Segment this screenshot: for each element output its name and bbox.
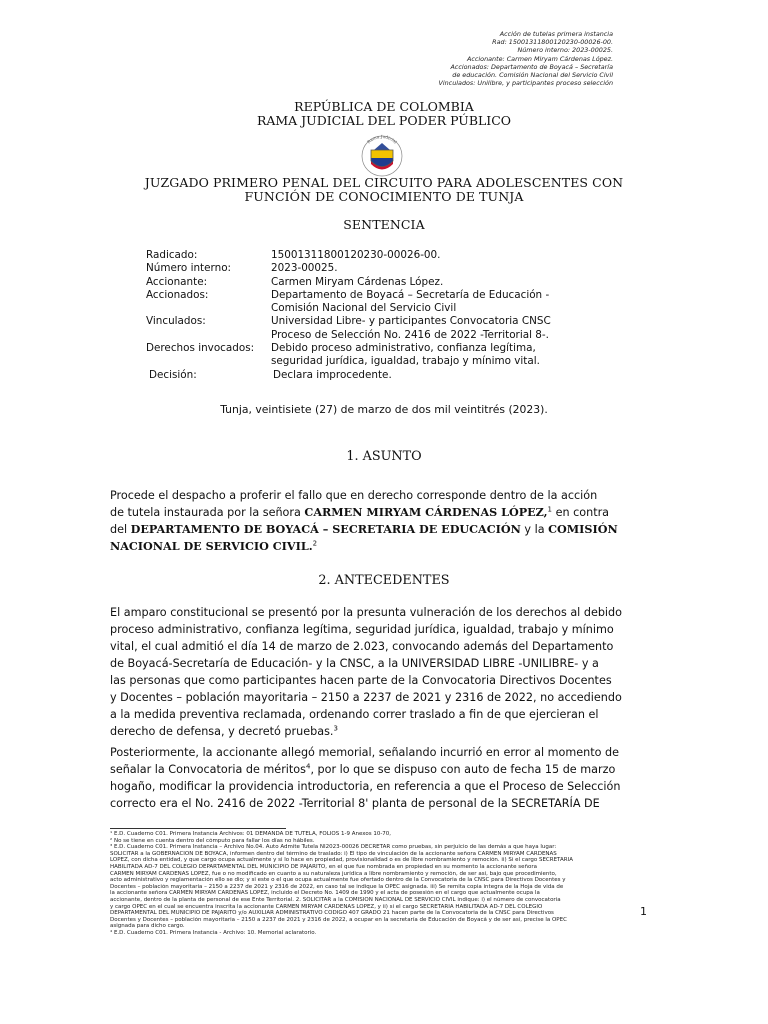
- footnotes: [110, 831, 660, 937]
- accionante-name: CARMEN MIRYAM CÁRDENAS LÓPEZ,: [304, 505, 548, 519]
- meta-label: Accionante:: [146, 275, 208, 288]
- paragraph-line: de tutela instaurada por la señora CARMEN MIRYAM CÁRDENAS LÓPEZ,$^1$ en contra: [110, 505, 610, 519]
- header-line: Rad: 15001311800120230-00026-00.: [492, 38, 613, 47]
- footnote-line: accionante, dentro de la planta de personal de ese Ente Territorial. 2. SOLICITAR a la COMISIÓN NACIONAL DE SERVICIO CIVIL indique: i) el número de convocatoria: [110, 896, 561, 903]
- footnote-line: Docentes y Docentes – población mayoritaria – 2150 a 2237 de 2021 y 2316 de 2022, a ocupar en la secretaría de Educación de Boyacá y de ser asi, precise la OPEC: [110, 916, 567, 923]
- paragraph-line: proceso administrativo, confianza legítima, seguridad jurídica, igualdad, trabajo y mínimo: [110, 623, 614, 636]
- paragraph-line: a la medida preventiva reclamada, ordenando correr traslado a fin de que ejercieran el: [110, 708, 599, 721]
- footnote-divider: [110, 828, 286, 829]
- header-line: Accionados: Departamento de Boyacá – Secretaría: [450, 62, 613, 71]
- meta-value: Debido proceso administrativo, confianza legítima,: [271, 342, 536, 355]
- meta-value: Comisión Nacional del Servicio Civil: [271, 302, 457, 315]
- footnote-line: ³ E.D. Cuaderno C01. Primera Instancia – Archivo No.04. Auto Admite Tutela NI2023-00026 DECRETAR como pruebas, sin perjuicio de las demás a que haya lugar:: [110, 844, 557, 851]
- footnote-line: asignada para dicho cargo.: [110, 923, 185, 930]
- footnote-line: ² No se tiene en cuenta dentro del cómputo para fallar los días no hábiles.: [110, 837, 315, 844]
- footnote-line: la accionante señora CARMEN MIRYAM CARDENAS LOPEZ, incluido el Decreto No. 1409 de 1990 y el acta de posesión en el cargo que actualmente ocupa la: [110, 890, 540, 897]
- paragraph-line: Posteriormente, la accionante allegó memorial, señalando incurrió en error al momento de: [110, 746, 619, 759]
- meta-value: Carmen Miryam Cárdenas López.: [271, 275, 444, 288]
- meta-value: Departamento de Boyacá – Secretaría de Educación -: [271, 288, 550, 301]
- paragraph-line: Procede el despacho a proferir el fallo que en derecho corresponde dentro de la acción: [110, 489, 598, 502]
- meta-value: Proceso de Selección No. 2416 de 2022 -Territorial 8-.: [271, 328, 549, 341]
- section-title-antecedentes: 2. ANTECEDENTES: [318, 573, 450, 588]
- city-date: Tunja, veintisiete (27) de marzo de dos mil veintitrés (2023).: [220, 403, 548, 416]
- footnote-ref: 3: [333, 724, 338, 733]
- meta-label: Derechos invocados:: [146, 342, 255, 355]
- footnote-line: ⁴ E.D. Cuaderno C01. Primera Instancia - Archivo: 10. Memorial aclaratorio.: [110, 929, 317, 936]
- court-name-line1: JUZGADO PRIMERO PENAL DEL CIRCUITO PARA ADOLESCENTES CON: [144, 175, 624, 190]
- paragraph-line: derecho de defensa, y decretó pruebas.$^3$: [110, 724, 338, 738]
- paragraph-line: El amparo constitucional se presentó por la presunta vulneración de los derechos al debido: [110, 606, 622, 619]
- republic-title: REPÚBLICA DE COLOMBIA: [294, 99, 474, 114]
- footnote-line: DEPARTAMENTAL DEL MUNICIPIO DE PAJARITO y/o AUXILIAR ADMINISTRATIVO CÓDIGO 407 GRADO 21 hacen parte de la Convocatoria de la CNSC para Directivos: [110, 910, 554, 917]
- footnote-line: HABILITADA AD-7 DEL COLEGIO DEPARTAMENTAL DEL MUNICIPIO DE PAJARITO, en el que fue nombrada en propiedad en su momento la accionante señora: [110, 863, 538, 870]
- footnote-line: SOLICITAR a la GOBERNACIÓN DE BOYACÁ, informen dentro del término de traslado: i) El tipo de vinculación de la accionante señora CARMEN MIRYAM CARDENAS: [110, 850, 557, 857]
- meta-label: Accionados:: [146, 288, 209, 301]
- paragraph-line: vital, el cual admitió el día 14 de marzo de 2.023, convocando además del Departamento: [110, 640, 614, 653]
- meta-value: seguridad jurídica, igualdad, trabajo y mínimo vital.: [271, 355, 540, 368]
- accionado-department: DEPARTAMENTO DE BOYACÁ – SECRETARIA DE EDUCACIÓN: [130, 522, 521, 536]
- seal-text: Rama Judicial: [366, 133, 399, 145]
- header-line: Vinculados: Unilibre, y participantes proceso selección: [438, 79, 613, 88]
- paragraph-line: NACIONAL DE SERVICIO CIVIL.$^2$: [110, 539, 318, 553]
- footnote-ref: 1: [547, 505, 553, 514]
- meta-value: Universidad Libre- y participantes Convocatoria CNSC: [271, 315, 551, 328]
- header-line: de educación. Comisión Nacional del Servicio Civil: [452, 71, 613, 80]
- section-title-asunto: 1. ASUNTO: [346, 449, 422, 464]
- paragraph-line: hogaño, modificar la providencia introductoria, en referencia a que el Proceso de Selección: [110, 780, 621, 793]
- footnote-line: LOPEZ, con dicha entidad, y que cargo ocupa actualmente y si lo hace en propiedad, provisionalidad o es de libre nombramiento y remoción. ii) Si el cargo SECRETARIA: [110, 857, 573, 864]
- paragraph-line: señalar la Convocatoria de méritos$^4$, por lo que se dispuso con auto de fecha 15 de marzo: [110, 762, 616, 776]
- paragraph-line: de Boyacá-Secretaría de Educación- y la CNSC, a la UNIVERSIDAD LIBRE -UNILIBRE- y a: [110, 657, 599, 670]
- header-line: Accionante: Carmen Miryam Cárdenas López.: [466, 54, 613, 63]
- antecedentes-paragraph-1: [110, 604, 655, 740]
- asunto-paragraph: [110, 487, 655, 555]
- page-number: 1: [640, 905, 647, 918]
- meta-label: Decisión:: [149, 368, 197, 381]
- header-line: Número interno: 2023-00025.: [517, 46, 613, 55]
- accionado-commission: COMISIÓN: [548, 522, 618, 536]
- antecedentes-paragraph-2: [110, 744, 655, 812]
- meta-label: Número interno:: [146, 262, 232, 275]
- meta-value: 15001311800120230-00026-00.: [271, 249, 441, 261]
- meta-label: Radicado:: [146, 249, 198, 261]
- paragraph-line: del DEPARTAMENTO DE BOYACÁ – SECRETARIA DE EDUCACIÓN y la COMISIÓN: [110, 522, 618, 536]
- judicial-branch-title: RAMA JUDICIAL DEL PODER PÚBLICO: [256, 113, 512, 128]
- meta-value: Declara improcedente.: [273, 368, 392, 381]
- footnote-ref: 2: [312, 539, 318, 548]
- paragraph-line: las personas que como participantes hacen parte de la Convocatoria Directivos Docentes: [110, 674, 612, 687]
- footnote-line: CARMEN MIRYAM CARDENAS LOPEZ, fue o no modificado en cuanto a su naturaleza jurídica a libre nombramiento y remoción, de ser asi, bajo que procedimiento,: [110, 870, 557, 877]
- judicial-seal-icon: [356, 130, 408, 178]
- meta-value: 2023-00025.: [271, 262, 338, 275]
- footnote-ref: 4: [305, 762, 311, 771]
- case-header: [313, 30, 613, 87]
- footnote-line: acto administrativo y reglamentación ello se dio; y si este o el que ocupa actualmente fue ofertado dentro de la Convocatoria de la CNSC para Directivos Docentes y: [110, 877, 566, 884]
- court-name-line2: FUNCIÓN DE CONOCIMIENTO DE TUNJA: [244, 189, 524, 204]
- footnote-line: y cargo OPEC en el cual se encuentra inscrita la accionante CARMEN MIRYAM CARDENAS LOPEZ, y ii) si el cargo SECRETARIA HABILITADA AD-7 DEL COLEGIO: [110, 903, 543, 910]
- paragraph-line: correcto era el No. 2416 de 2022 -Territorial 8' planta de personal de la SECRETARÍA DE: [110, 797, 600, 810]
- header-line: Acción de tutelas primera instancia: [499, 30, 613, 38]
- meta-label: Vinculados:: [146, 315, 206, 328]
- footnote-line: ¹ E.D. Cuaderno C01. Primera Instancia Archivos: 01 DEMANDA DE TUTELA, FOLIOS 1-9 Anexos 10-70,: [110, 831, 392, 837]
- paragraph-line: y Docentes – población mayoritaria – 2150 a 2237 de 2021 y 2316 de 2022, no accediendo: [110, 691, 622, 704]
- document-type: SENTENCIA: [343, 217, 425, 232]
- footnote-line: Docentes – población mayoritaria – 2150 a 2237 de 2021 y 2316 de 2022, en caso tal se indique la OPEC asignada. iii) Se remita copia íntegra de la Hoja de vida de: [110, 883, 564, 890]
